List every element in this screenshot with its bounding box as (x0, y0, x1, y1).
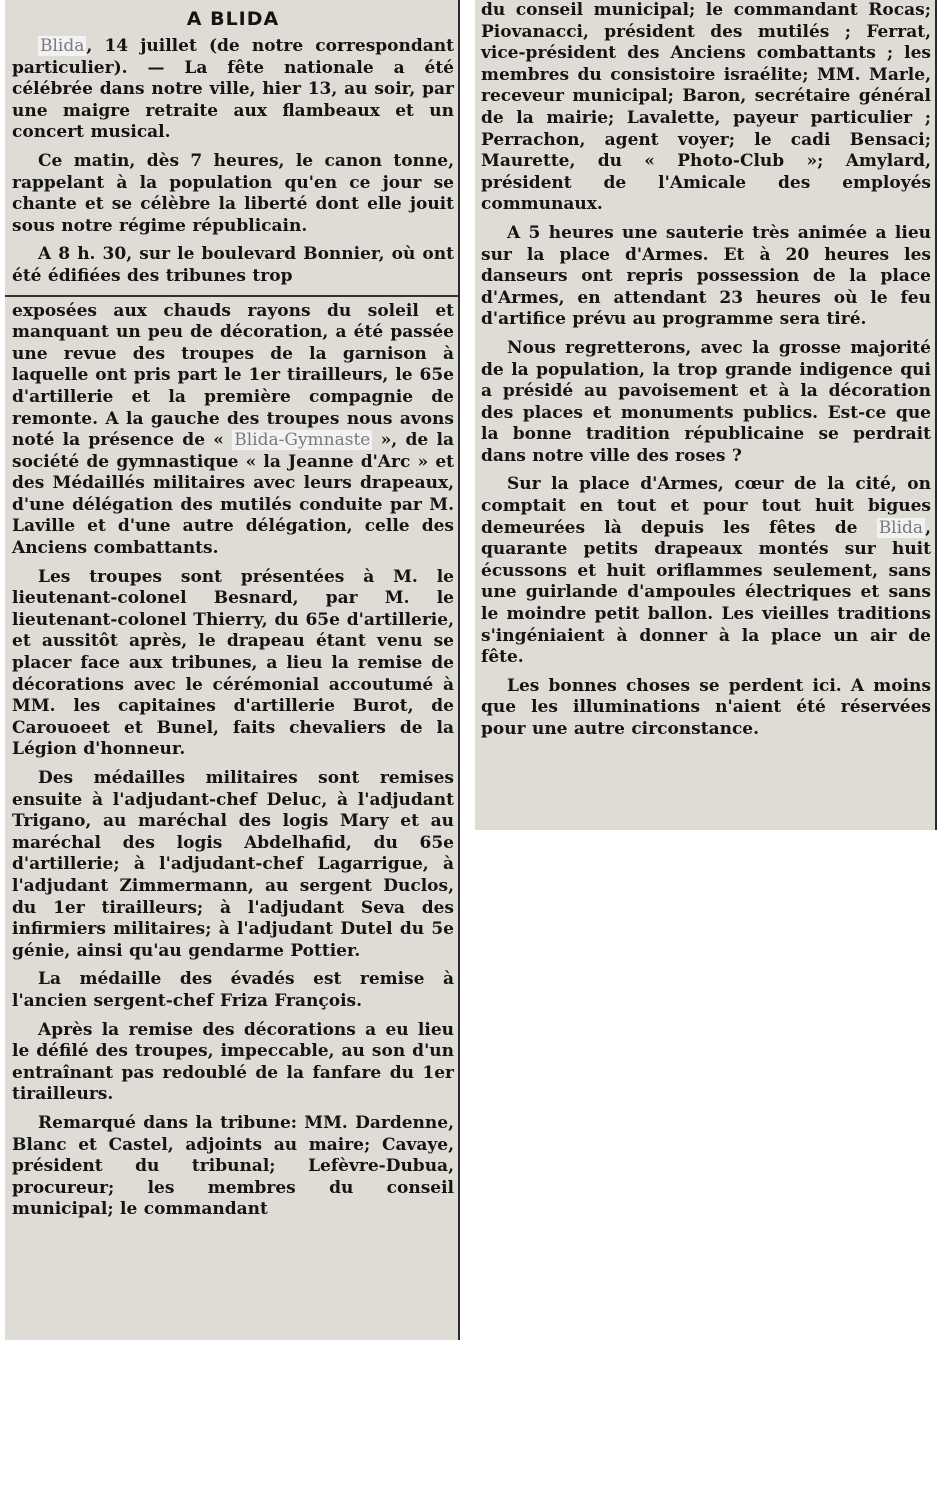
paragraph-troops: Les troupes sont présentées à M. le lieutenant-colonel Besnard, par M. le lieutenant-colonel Thierry, du 65e d'artillerie, et aussitôt après, le drapeau étant venu se placer face aux tribunes, a lieu la remise de décorations avec le cérémonial accoutumé à MM. les capitaines d'artillerie Burot, de Carouoeet et Bunel, faits chevaliers de la Légion d'honneur. (12, 566, 454, 760)
paragraph-cannon: Ce matin, dès 7 heures, le canon tonne, rappelant à la population qu'en ce jour se chante et se célèbre la liberté dont elle jouit sous notre régime républicain. (12, 150, 454, 236)
paragraph-medals: Des médailles militaires sont remises ensuite à l'adjudant-chef Deluc, à l'adjudant Trigano, au maréchal des logis Mary et au maréchal des logis Abdelhafid, du 65e d'artillerie; à l'adjudant-chef Lagarrigue, à l'adjudant Zimmermann, au sergent Duclos, du 1er tirailleurs; à l'adjudant Seva des infirmiers militaires; à l'adjudant Dutel du 5e génie, ainsi qu'au gendarme Pottier. (12, 768, 454, 961)
dateline-city: Blida (40, 36, 85, 56)
article-title: A BLIDA (186, 8, 280, 30)
paragraph-dance: A 5 heures une sauterie très animée a lieu sur la place d'Armes. Et à 20 heures les danseurs ont repris possession de la place d'Armes, en attendant 23 heures où le feu d'artifice prévu au programme sera tiré. (481, 222, 931, 330)
review-text-before: exposées aux chauds rayons du soleil et manquant un peu de décoration, a été passée une revue des troupes de la garnison à laquelle ont pris part le 1er tirailleurs, le 65e d'artillerie et la première compagnie de remonte. A la gauche des troupes nous avons noté la présence de « (12, 300, 454, 451)
square-text-before: Sur la place d'Armes, cœur de la cité, on comptait en tout et pour tout huit bigues demeurées là depuis les fêtes de (481, 474, 931, 538)
clipping-separator (5, 295, 460, 297)
square-text-after: , quarante petits drapeaux montés sur huit écussons et huit oriflammes seulement, sans une guirlande d'ampoules électriques et sans le moindre petit ballon. Les vieilles traditions s'ingéniaient à donner à la place un air de fête. (481, 517, 931, 668)
paragraph-review (12, 301, 454, 560)
dateline-text: , 14 juillet (de notre correspondant particulier). — La fête nationale a été célébrée dans notre ville, hier 13, au soir, par une maigre retraite aux flambeaux et un concert musical. (12, 36, 454, 143)
paragraph-regret: Nous regretterons, avec la grosse majorité de la population, la trop grande indigence qui a présidé au pavoisement et à la décoration des places et monuments publics. Est-ce que la bonne tradition républicaine se perdrait dans notre ville des roses ? (481, 337, 931, 466)
paragraph-council: du conseil municipal; le commandant Rocas; Piovanacci, président des mutilés ; Ferrat, vice-président des Anciens combattants ; les membres du consistoire israélite; MM. Marle, receveur municipal; Baron, secrétaire général de la mairie; Lavalette, payeur particulier ; Perrachon, agent voyer; le cadi Bensaci; Maurette, du « Photo-Club »; Amylard, président de l'Amicale des employés communaux. (481, 0, 931, 215)
article-column-right (475, 0, 937, 830)
paragraph-evades: La médaille des évadés est remise à l'ancien sergent-chef Friza François. (12, 969, 454, 1011)
article-column-left (5, 0, 460, 1340)
square-highlight: Blida (878, 517, 924, 538)
dateline-paragraph (12, 36, 454, 144)
paragraph-boulevard: A 8 h. 30, sur le boulevard Bonnier, où ont été édifiées des tribunes trop (12, 244, 454, 286)
review-text-after: », de la société de gymnastique « la Jeanne d'Arc » et des Médaillés militaires avec leurs drapeaux, d'une délégation des mutilés conduite par M. Laville et d'une autre délégation, celle des Anciens combattants. (12, 430, 454, 559)
review-highlight: Blida-Gymnaste (234, 430, 371, 451)
paragraph-square (481, 474, 931, 668)
paragraph-closing: Les bonnes choses se perdent ici. A moins que les illuminations n'aient été réservées pour une autre circonstance. (481, 675, 931, 739)
paragraph-tribune: Remarqué dans la tribune: MM. Dardenne, Blanc et Castel, adjoints au maire; Cavaye, président du tribunal; Lefèvre-Dubua, procureur; les membres du conseil municipal; le commandant (12, 1112, 454, 1220)
paragraph-parade: Après la remise des décorations a eu lieu le défilé des troupes, impeccable, au son d'un entraînant pas redoublé de la fanfare du 1er tirailleurs. (12, 1019, 454, 1105)
